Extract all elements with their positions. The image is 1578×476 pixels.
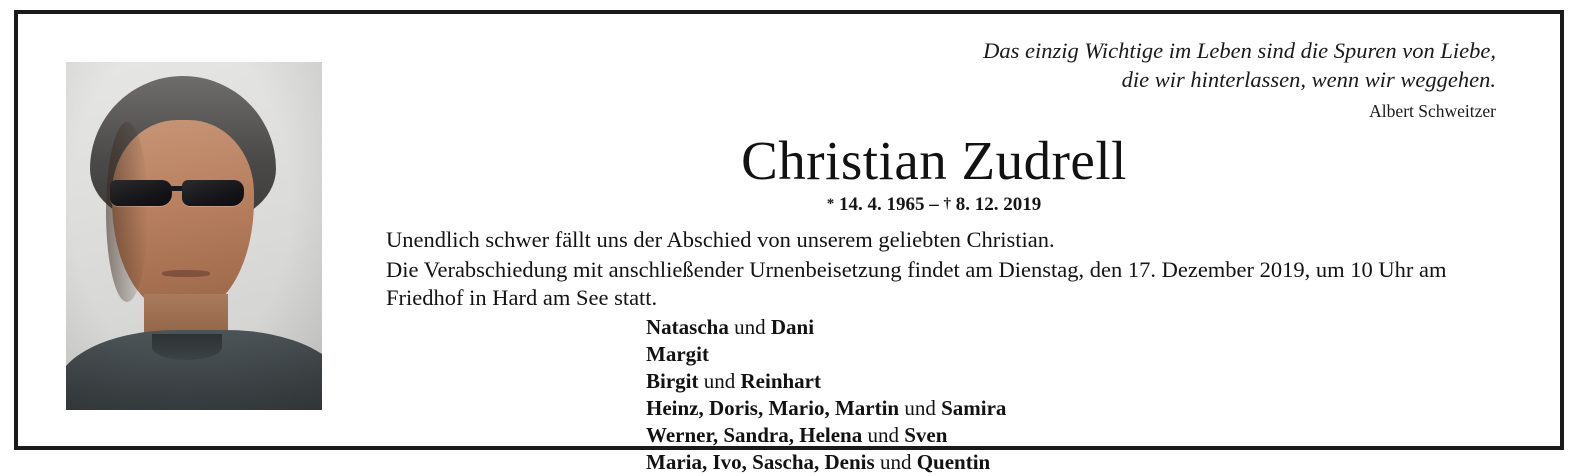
death-symbol: † [943, 196, 951, 212]
birth-symbol: * [826, 196, 835, 212]
survivor-names-b: Quentin [916, 450, 991, 474]
notice-inner [18, 14, 1560, 474]
list-item [646, 314, 1006, 341]
survivor-names-a: Birgit [646, 369, 699, 393]
list-item [646, 422, 1006, 449]
date-separator: – [929, 194, 939, 215]
survivors-list [646, 314, 1006, 476]
survivor-conjunction: und [904, 396, 936, 420]
announcement-text [386, 226, 1502, 312]
photo-vignette [66, 62, 322, 410]
quotation-block [736, 36, 1496, 122]
survivor-names-a: Margit [646, 342, 709, 366]
survivor-names-a: Heinz, Doris, Mario, Martin [646, 396, 900, 420]
obituary-notice [14, 10, 1564, 474]
life-dates [368, 192, 1500, 217]
survivor-names-b: Sven [904, 423, 948, 447]
list-item [646, 368, 1006, 395]
list-item [646, 395, 1006, 422]
survivor-names-b: Samira [941, 396, 1007, 420]
survivor-conjunction: und [867, 423, 899, 447]
survivor-conjunction: und [879, 450, 912, 474]
birth-date: 14. 4. 1965 [839, 194, 925, 215]
survivor-names-b: Reinhart [740, 369, 821, 393]
announcement-paragraph-1: Unendlich schwer fällt uns der Abschied von unserem geliebten Christian. [386, 227, 1055, 252]
death-date: 8. 12. 2019 [955, 194, 1042, 215]
quote-line-2: die wir hinterlassen, wenn wir weggehen. [1121, 67, 1496, 92]
list-item [646, 449, 1006, 476]
quote-author: Albert Schweitzer [1369, 101, 1496, 121]
announcement-paragraph-2: Die Verabschiedung mit anschließender Urnenbeisetzung findet am Dienstag, den 17. Dezember 2019, um 10 Uhr am Friedhof in Hard am See statt. [386, 257, 1447, 310]
survivor-names-b: Dani [770, 315, 815, 339]
survivor-names-a: Werner, Sandra, Helena [646, 423, 863, 447]
quote-line-1: Das einzig Wichtige im Leben sind die Spuren von Liebe, [983, 38, 1496, 63]
survivor-names-a: Maria, Ivo, Sascha, Denis [646, 450, 875, 474]
survivor-conjunction: und [734, 315, 766, 339]
survivor-names-a: Natascha [646, 315, 729, 339]
portrait-photo [66, 62, 322, 410]
deceased-name: Christian Zudrell [741, 130, 1127, 191]
list-item [646, 341, 1006, 368]
survivor-conjunction: und [703, 369, 736, 393]
